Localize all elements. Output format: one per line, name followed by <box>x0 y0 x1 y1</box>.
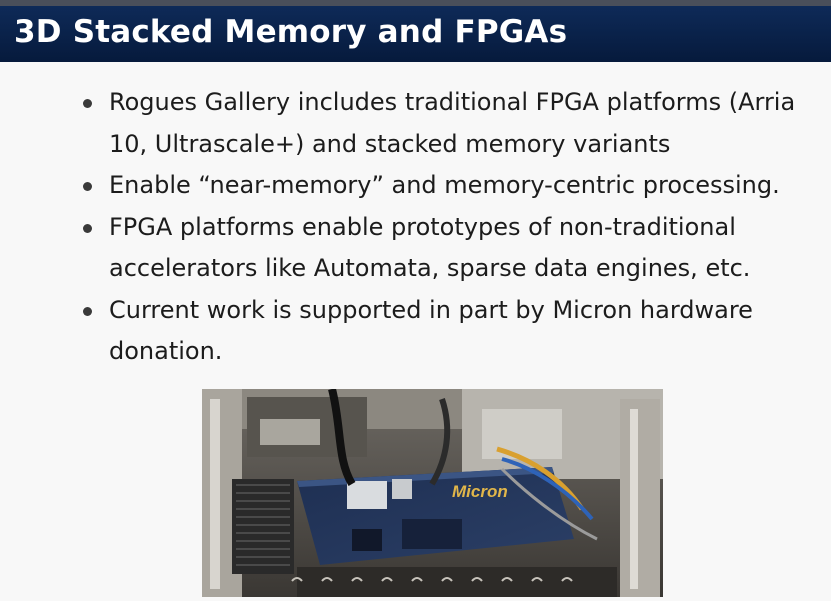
bullet-text: Rogues Gallery includes traditional FPGA platforms (Arria 10, Ultrascale+) and stacked memory variants <box>109 88 796 158</box>
title-bar <box>0 6 831 62</box>
bullet-text: Enable “near-memory” and memory-centric processing. <box>109 171 780 199</box>
bullet-list <box>78 82 823 373</box>
bullet-text: Current work is supported in part by Micron hardware donation. <box>109 295 753 365</box>
bullet-dot-icon <box>83 182 92 191</box>
bullet-dot-icon <box>83 307 92 316</box>
bullet-dot-icon <box>83 224 92 233</box>
bullet-item <box>78 290 823 373</box>
bullet-item <box>78 82 823 165</box>
board-brand-label: Micron <box>452 482 508 501</box>
fpga-hardware-photo <box>202 389 663 597</box>
slide-title: 3D Stacked Memory and FPGAs <box>14 14 568 50</box>
bullet-text: FPGA platforms enable prototypes of non-traditional accelerators like Automata, sparse data engines, etc. <box>109 212 751 282</box>
bullet-dot-icon <box>83 99 92 108</box>
bullet-item <box>78 165 823 207</box>
bullet-item <box>78 207 823 290</box>
